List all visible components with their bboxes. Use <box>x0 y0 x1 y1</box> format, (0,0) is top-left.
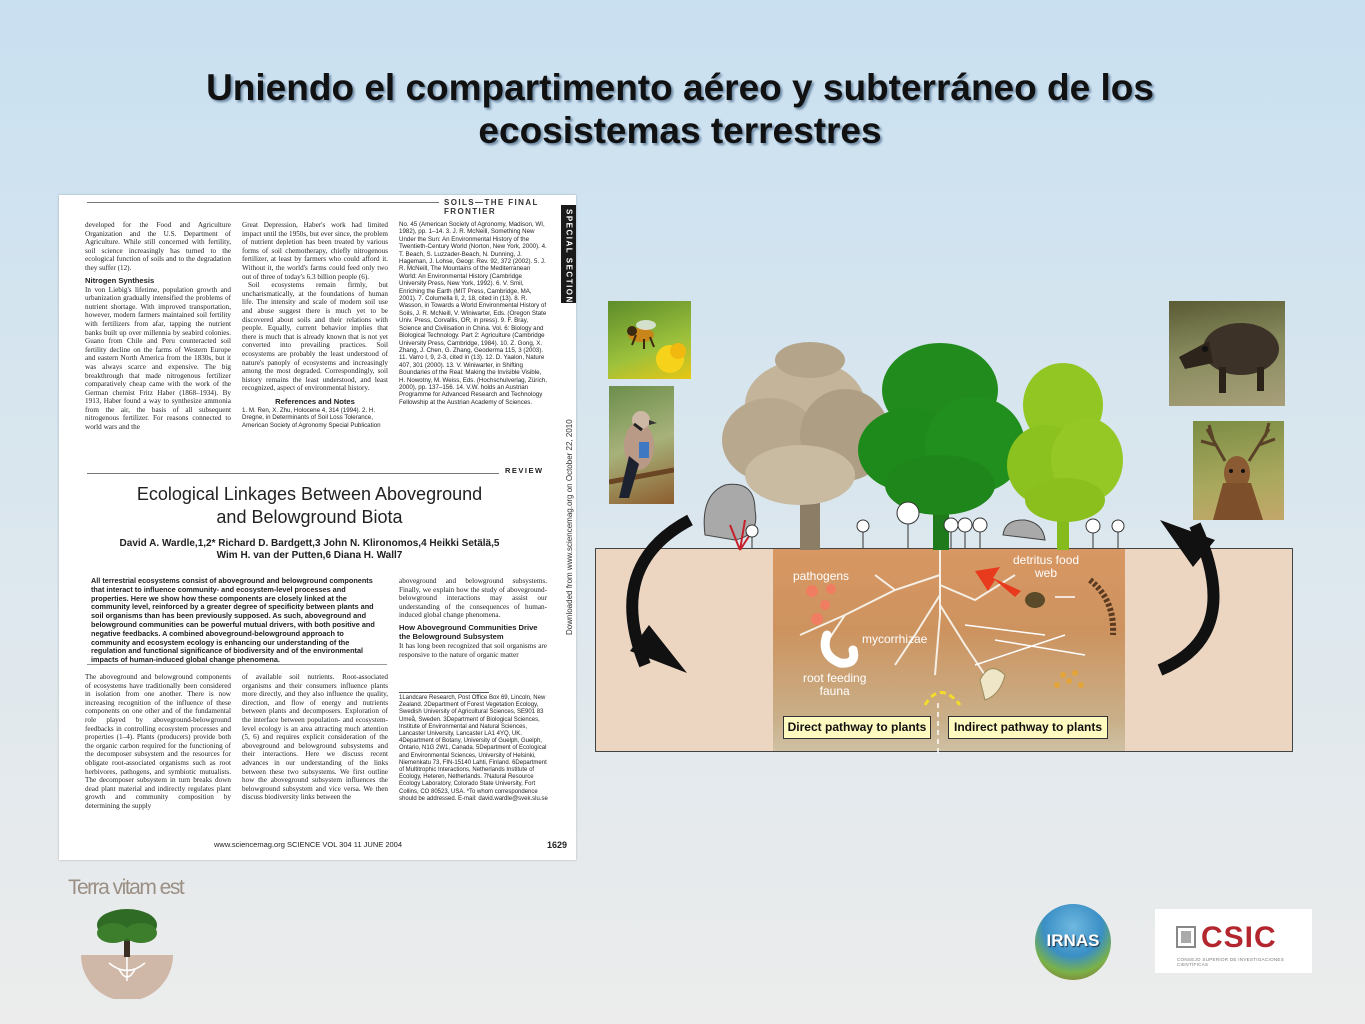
label-root-feeding-line2: fauna <box>819 684 850 698</box>
paper-column-1 <box>85 221 231 432</box>
abstract-right-text: aboveground and belowground subsystems. Finally, we explain how the study of aboveground-belowground interactions may assist our understanding of the consequences of human-induced global change phenomena. <box>399 577 547 620</box>
authors-line2: Wim H. van der Putten,6 Diana H. Wall7 <box>216 550 403 561</box>
slide-title-line2: ecosistemas terrestres <box>478 110 882 151</box>
body-column-1 <box>85 673 231 833</box>
paper-column-3-refs <box>399 221 547 406</box>
affiliations: 1Landcare Research, Post Office Box 69, Lincoln, New Zealand. 2Department of Forest Vegetation Ecology, Swedish University of Agricultural Sciences, SE901 83 Umeå, Sweden. 3Department of Biological Sciences, Institute of Environmental and Natural Sciences, Lancaster University, Lancaster LA1 4YQ, UK. 4Department of Botany, University of Guelph, Guelph, Ontario, N1G 2W1, Canada. 5Department of Ecological and Environmental Sciences, University of Helsinki, Niemenkatu 73, FIN-15140 Lahti, Finland. 6Department of Multitrophic Interactions, Netherlands Institute of Ecology, Heteren, Netherlands. 7Natural Resource Ecology Laboratory, Colorado State University, Fort Collins, CO 80523, USA. *To whom correspondence should be addressed. E-mail: david.wardle@svek.slu.se <box>399 695 548 802</box>
col1-top-text: developed for the Food and Agriculture Organization and the U.S. Department of Agriculture. While still concerned with fertility, soil science increasingly has turned to the ecological function of soils and to the degradation they suffer (12). <box>85 221 231 272</box>
authors-line1: David A. Wardle,1,2* Richard D. Bardgett,3 John N. Klironomos,4 Heikki Setälä,5 <box>119 538 500 549</box>
section-heading: How Aboveground Communities Drive the Belowground Subsystem <box>399 622 538 641</box>
body-col2-text: of available soil nutrients. Root-associated organisms and their consumers influence plants more directly, and they also influence the quality, direction, and flow of energy and nutrients between plants and decomposers. Exploration of the interface between population- and ecosystem-level ecology is an area attracting much attention (5, 6) and requires explicit consideration of the aboveground and belowground subsystems and their interactions. Here we discuss recent advances in our understanding of the links between these two subsystems. We first outline how the aboveground subsystem influences the belowground subsystem and vice versa. We then discuss biodiversity links between the <box>242 673 388 802</box>
refs-col3-text: No. 45 (American Society of Agronomy, Madison, WI, 1982), pp. 1–14. 3. J. R. McNeill, Something New Under the Sun: An Environmental History of the Twentieth-Century World (Norton, New York, 2000). 4. T. Beach, S. Luzzader-Beach, N. Dunning, J. Hageman, J. Lohse, Geogr. Rev. 92, 372 (2002). 5. J. R. McNeill, The Mountains of the Mediterranean World: An Environmental History (Cambridge University Press, New York, 1992). 6. V. Smil, Enriching the Earth (MIT Press, Cambridge, MA, 2001). 7. Columella II, 2, 18, cited in (13). 8. R. Wasson, in Towards a World Environmental History of Soils, J. R. McNeill, V. Winiwarter, Eds. (Oregon State Univ. Press, Corvallis, OR, in press). 9. F. Bray, Science and Civilisation in China. Vol. 6: Biology and Biological Technology. Part 2: Agriculture (Cambridge University Press, Cambridge, 1984). 10. Z. Gong, X. Zhang, J. Chen, G. Zhang, Geoderma 115, 3 (2003). 11. Varro I, 9, 2-3, cited in (13). 12. D. Yaalon, Nature 407, 301 (2000). 13. V. Winiwarter, in Shifting Boundaries of the Real: Making the Invisible Visible, H. Nowotny, M. Weiss, Eds. (Hochschulverlag, Zürich, 2000), pp. 137–156. 14. V.W. holds an Austrian Programme for Advanced Research and Technology Fellowship at the Austrian Academy of Sciences. <box>399 221 547 406</box>
indirect-pathway-box: Indirect pathway to plants <box>948 716 1108 739</box>
col2-body-text: Great Depression, Haber's work had limited impact until the 1950s, but ever since, the problem of nutrient depletion has been treated by various forms of soil chemotherapy, chiefly nitrogenous fertilizer, at least by farmers who could afford it. Without it, the world's farms could feed only two out of three of today's 6.3 billion people (6). <box>242 221 388 281</box>
body-col1-text: The aboveground and belowground components of ecosystems have traditionally been considered in isolation from one another. There is now increasing recognition of the influence of these components on one other and of the fundamental role played by aboveground-belowground feedbacks in controlling ecosystem processes and properties (1–4). Plants (producers) provide both the organic carbon required for the functioning of the decomposer subsystem and the resources for obligate root-associated organisms such as root herbivores, pathogens, and symbiotic mutualists. The decomposer subsystem in turn breaks down dead plant material and indirectly regulates plant growth and community composition by determining the supply <box>85 673 231 810</box>
article-abstract: All terrestrial ecosystems consist of aboveground and belowground components that interact to influence community- and ecosystem-level processes and properties. Here we show how these components are closely linked at the community level, reinforced by a greater degree of specificity between plants and soil organisms than has been previously supposed. As such, aboveground and belowground communities can be powerful mutual drivers, with both positive and negative feedbacks. A combined aboveground-belowground approach to community and ecosystem ecology is enhancing our understanding of the regulation and functional significance of biodiversity and of the environmental impacts of human-induced global change phenomena. <box>91 576 375 665</box>
csic-logo-text: CSIC <box>1201 921 1277 954</box>
direct-pathway-box: Direct pathway to plants <box>783 716 931 739</box>
terra-vitam-est-logo-text: Terra vitam est <box>68 876 184 899</box>
article-title <box>87 483 532 529</box>
label-pathogens: pathogens <box>793 569 850 583</box>
download-notice: Downloaded from www.sciencemag.org on October 22, 2010 <box>565 419 574 635</box>
review-label: REVIEW <box>505 466 544 475</box>
science-paper-page <box>59 195 576 860</box>
article-authors <box>87 538 532 562</box>
dark-green-tree-icon <box>858 343 1025 550</box>
label-root-feeding-fauna <box>803 672 866 698</box>
label-detritus-food-web <box>1013 554 1079 580</box>
article-title-line1: Ecological Linkages Between Aboveground <box>136 484 483 504</box>
refs-heading: References and Notes <box>275 396 355 406</box>
affiliation-rule <box>399 692 489 693</box>
diagram-illustration <box>595 335 1295 755</box>
abstract-rule <box>87 664 387 665</box>
special-section-label: SPECIAL SECTION <box>564 209 574 304</box>
refs-col2-text: 1. M. Ren, X. Zhu, Holocene 4, 314 (1994). 2. H. Dregne, in Determinants of Soil Loss Tolerance, American Society of Agronomy Special Publication <box>242 406 381 429</box>
slide-title <box>60 66 1300 152</box>
running-head: SOILS—THE FINAL FRONTIER <box>444 198 539 216</box>
grub-icon <box>825 635 854 663</box>
terra-tree-logo-icon <box>79 903 175 999</box>
col1-heading: Nitrogen Synthesis <box>85 275 155 285</box>
col2-body-text-2: Soil ecosystems remain firmly, but uncharismatically, at the foundations of human life. The intensity and scale of modern soil use and abuse suggest there is much yet to be discovered about soils and their relations with people. Equally, current behavior implies that there is much that is already known that is not yet converted into prevailing practices. Soil ecosystems are probably the least understood of nature's panoply of ecosystems and increasingly among the most degraded. Correspondingly, soil history remains the least understood, and least recognized, aspect of environmental history. <box>242 281 388 393</box>
irnas-logo-text: IRNAS <box>1046 931 1100 950</box>
label-detritus-line2: web <box>1035 566 1058 580</box>
pathogens-icon <box>806 584 836 625</box>
leaf-litter-icon <box>980 669 1005 700</box>
csic-logo <box>1155 909 1312 973</box>
label-root-feeding-line1: root feeding <box>803 671 867 685</box>
mite-icon <box>1025 592 1045 608</box>
csic-logo-subtitle: CONSEJO SUPERIOR DE INVESTIGACIONES CIENTÍFICAS <box>1177 957 1285 967</box>
csic-emblem-icon <box>1175 925 1197 949</box>
section-text: It has long been recognized that soil organisms are responsive to the nature of organic matter <box>399 641 547 659</box>
bacteria-dots-icon <box>1054 670 1084 688</box>
paper-footer: www.sciencemag.org SCIENCE VOL 304 11 JUNE 2004 <box>214 840 403 849</box>
special-section-tab <box>561 205 576 303</box>
running-head-rule <box>87 202 439 203</box>
label-mycorrhizae: mycorrhizae <box>862 632 928 646</box>
col1-body-text: In von Liebig's lifetime, population growth and urbanization gradually intensified the problems of nutrient shortage. With improved transportation, however, modern farmers maintained soil fertility with fertilizers from afar, tapping the nutrient banks built up over millennia by seabird colonies. Guano from Chile and Peru counteracted soil fertility decline on the farms of Western Europe and eastern North America from the 1830s, but it was always scarce and expensive. The big breakthrough that made nitrogenous fertilizer comparatively cheap came with the work of the German chemist Fritz Haber (1868–1934). By 1913, Haber found a way to synthesize ammonia from the air, the basis of all subsequent nitrogenous fertilizer. For reasons connected to world wars and the <box>85 285 231 432</box>
yellow-dashed-arrow-icon <box>925 693 960 706</box>
review-rule <box>87 473 499 474</box>
page-number: 1629 <box>547 840 568 850</box>
label-detritus-line1: detritus food <box>1013 553 1080 567</box>
millipede-icon <box>1090 580 1113 635</box>
abstract-right-column <box>399 577 547 659</box>
interaction-arrows-icon <box>965 597 1085 665</box>
irnas-logo <box>1035 904 1111 980</box>
paper-column-2 <box>242 221 388 429</box>
slide-title-line1: Uniendo el compartimento aéreo y subterráneo de los <box>206 67 1154 108</box>
body-column-2 <box>242 673 388 833</box>
article-title-line2: and Belowground Biota <box>216 507 403 527</box>
rock-right-icon <box>1003 520 1045 540</box>
